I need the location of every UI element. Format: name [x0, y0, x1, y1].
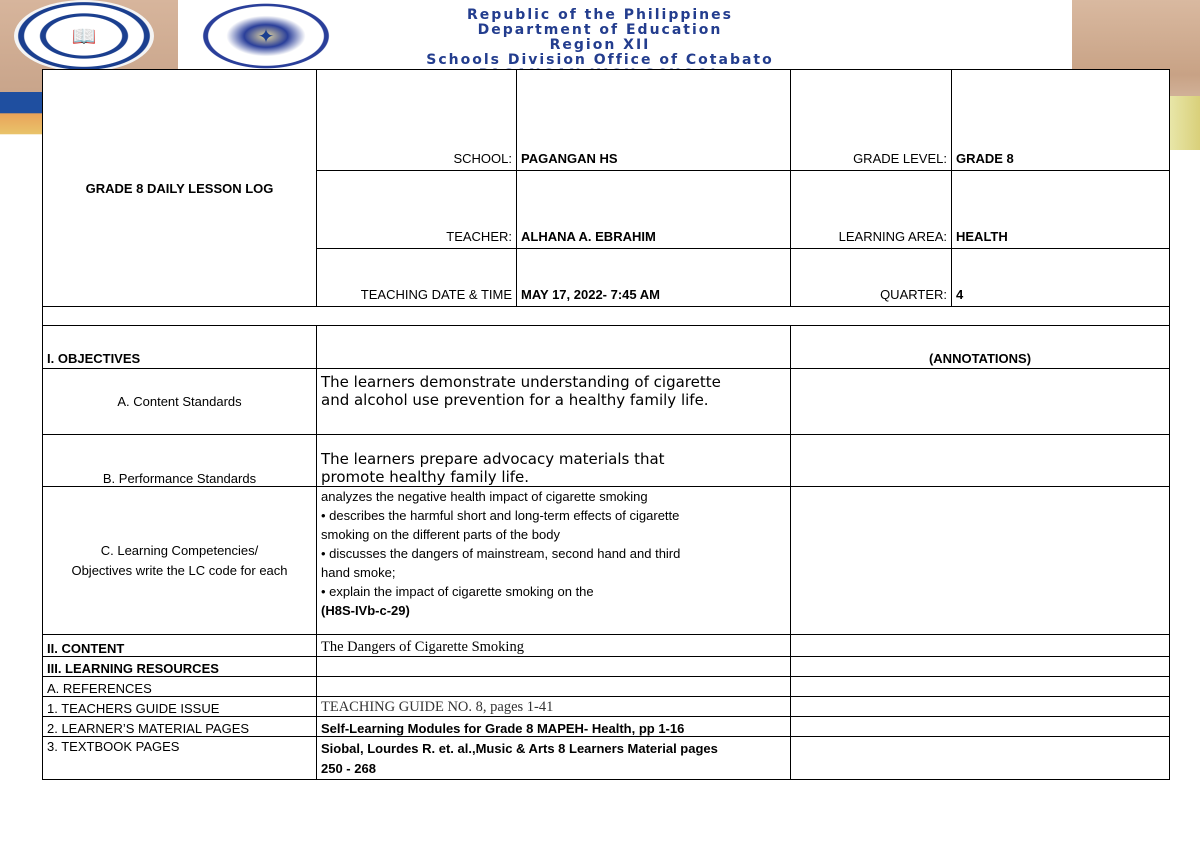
grade-level-label: GRADE LEVEL: — [791, 70, 952, 171]
performance-standards-row — [43, 435, 1170, 487]
banner-line-division: Schools Division Office of Cotabato — [426, 52, 774, 68]
competencies-label-line-1: C. Learning Competencies/ — [100, 542, 259, 558]
content-value: The Dangers of Cigarette Smoking — [317, 635, 791, 657]
content-standards-line-2: and alcohol use prevention for a healthy family life. — [321, 391, 709, 409]
teachers-guide-label: 1. TEACHERS GUIDE ISSUE — [43, 697, 317, 717]
competency-line: • discusses the dangers of mainstream, second hand and third — [321, 546, 681, 561]
header-row-school — [43, 70, 1170, 171]
textbook-value-line-2: 250 - 268 — [321, 761, 376, 776]
content-row — [43, 635, 1170, 657]
references-row — [43, 677, 1170, 697]
banner-line-department: Department of Education — [477, 22, 723, 38]
content-annotation — [791, 635, 1170, 657]
spacer-row — [43, 307, 1170, 326]
school-value: PAGANGAN HS — [517, 70, 791, 171]
content-standards-row — [43, 369, 1170, 435]
school-label: SCHOOL: — [317, 70, 517, 171]
dll-title: GRADE 8 DAILY LESSON LOG — [43, 70, 317, 307]
competency-line: • describes the harmful short and long-term effects of cigarette — [321, 508, 680, 523]
teacher-label: TEACHER: — [317, 171, 517, 249]
objectives-heading: I. OBJECTIVES — [43, 326, 317, 369]
textbook-annotation — [791, 737, 1170, 780]
right-decoration — [1170, 96, 1200, 150]
competency-line: • explain the impact of cigarette smoking on the — [321, 584, 594, 599]
learning-area-value: HEALTH — [952, 171, 1170, 249]
resources-annotation — [791, 657, 1170, 677]
resources-row — [43, 657, 1170, 677]
competencies-row — [43, 487, 1170, 635]
textbook-label: 3. TEXTBOOK PAGES — [43, 737, 317, 780]
performance-standards-annotation — [791, 435, 1170, 487]
learners-material-label: 2. LEARNER’S MATERIAL PAGES — [43, 717, 317, 737]
learners-material-value: Self-Learning Modules for Grade 8 MAPEH- Health, pp 1-16 — [317, 717, 791, 737]
references-label: A. REFERENCES — [43, 677, 317, 697]
learners-material-annotation — [791, 717, 1170, 737]
performance-standards-line-1: The learners prepare advocacy materials that — [321, 450, 665, 468]
content-standards-text — [317, 369, 791, 435]
teaching-date-value: MAY 17, 2022- 7:45 AM — [517, 249, 791, 307]
deped-seal — [196, 0, 336, 72]
competency-code: (H8S-IVb-c-29) — [321, 603, 410, 618]
spacer-cell — [43, 307, 1170, 326]
school-seal — [14, 0, 154, 72]
grade-level-value: GRADE 8 — [952, 70, 1170, 171]
content-label: II. CONTENT — [43, 635, 317, 657]
objectives-blank — [317, 326, 791, 369]
daily-lesson-log-table — [42, 69, 1170, 780]
banner-line-region: Region XII — [549, 37, 651, 53]
references-annotation — [791, 677, 1170, 697]
annotations-heading: (ANNOTATIONS) — [791, 326, 1170, 369]
teachers-guide-row — [43, 697, 1170, 717]
quarter-label: QUARTER: — [791, 249, 952, 307]
teachers-guide-value: TEACHING GUIDE NO. 8, pages 1-41 — [317, 697, 791, 717]
objectives-row — [43, 326, 1170, 369]
resources-heading: III. LEARNING RESOURCES — [43, 657, 317, 677]
quarter-value: 4 — [952, 249, 1170, 307]
resources-blank — [317, 657, 791, 677]
textbook-row — [43, 737, 1170, 780]
learning-area-label: LEARNING AREA: — [791, 171, 952, 249]
performance-standards-label: B. Performance Standards — [43, 435, 317, 487]
competency-line: smoking on the different parts of the body — [321, 527, 560, 542]
competencies-list — [317, 487, 791, 635]
textbook-value — [317, 737, 791, 780]
banner-line-republic: Republic of the Philippines — [467, 7, 733, 23]
references-blank — [317, 677, 791, 697]
performance-standards-text — [317, 435, 791, 487]
deped-logo-fragment — [0, 92, 44, 152]
content-standards-annotation — [791, 369, 1170, 435]
competencies-annotation — [791, 487, 1170, 635]
school-seal-icon: 📖 — [71, 24, 97, 48]
competency-line: analyzes the negative health impact of cigarette smoking — [321, 489, 648, 504]
teachers-guide-annotation — [791, 697, 1170, 717]
competency-line: hand smoke; — [321, 565, 396, 580]
competencies-label — [43, 487, 317, 635]
deped-seal-icon: ✦ — [257, 24, 275, 48]
competencies-label-line-2: Objectives write the LC code for each — [71, 562, 288, 578]
content-standards-label: A. Content Standards — [43, 369, 317, 435]
textbook-value-line-1: Siobal, Lourdes R. et. al.,Music & Arts 8 Learners Material pages — [321, 741, 718, 756]
teacher-value: ALHANA A. EBRAHIM — [517, 171, 791, 249]
content-standards-line-1: The learners demonstrate understanding of cigarette — [321, 373, 721, 391]
learners-material-row — [43, 717, 1170, 737]
performance-standards-line-2: promote healthy family life. — [321, 468, 530, 486]
teaching-date-label: TEACHING DATE & TIME — [317, 249, 517, 307]
